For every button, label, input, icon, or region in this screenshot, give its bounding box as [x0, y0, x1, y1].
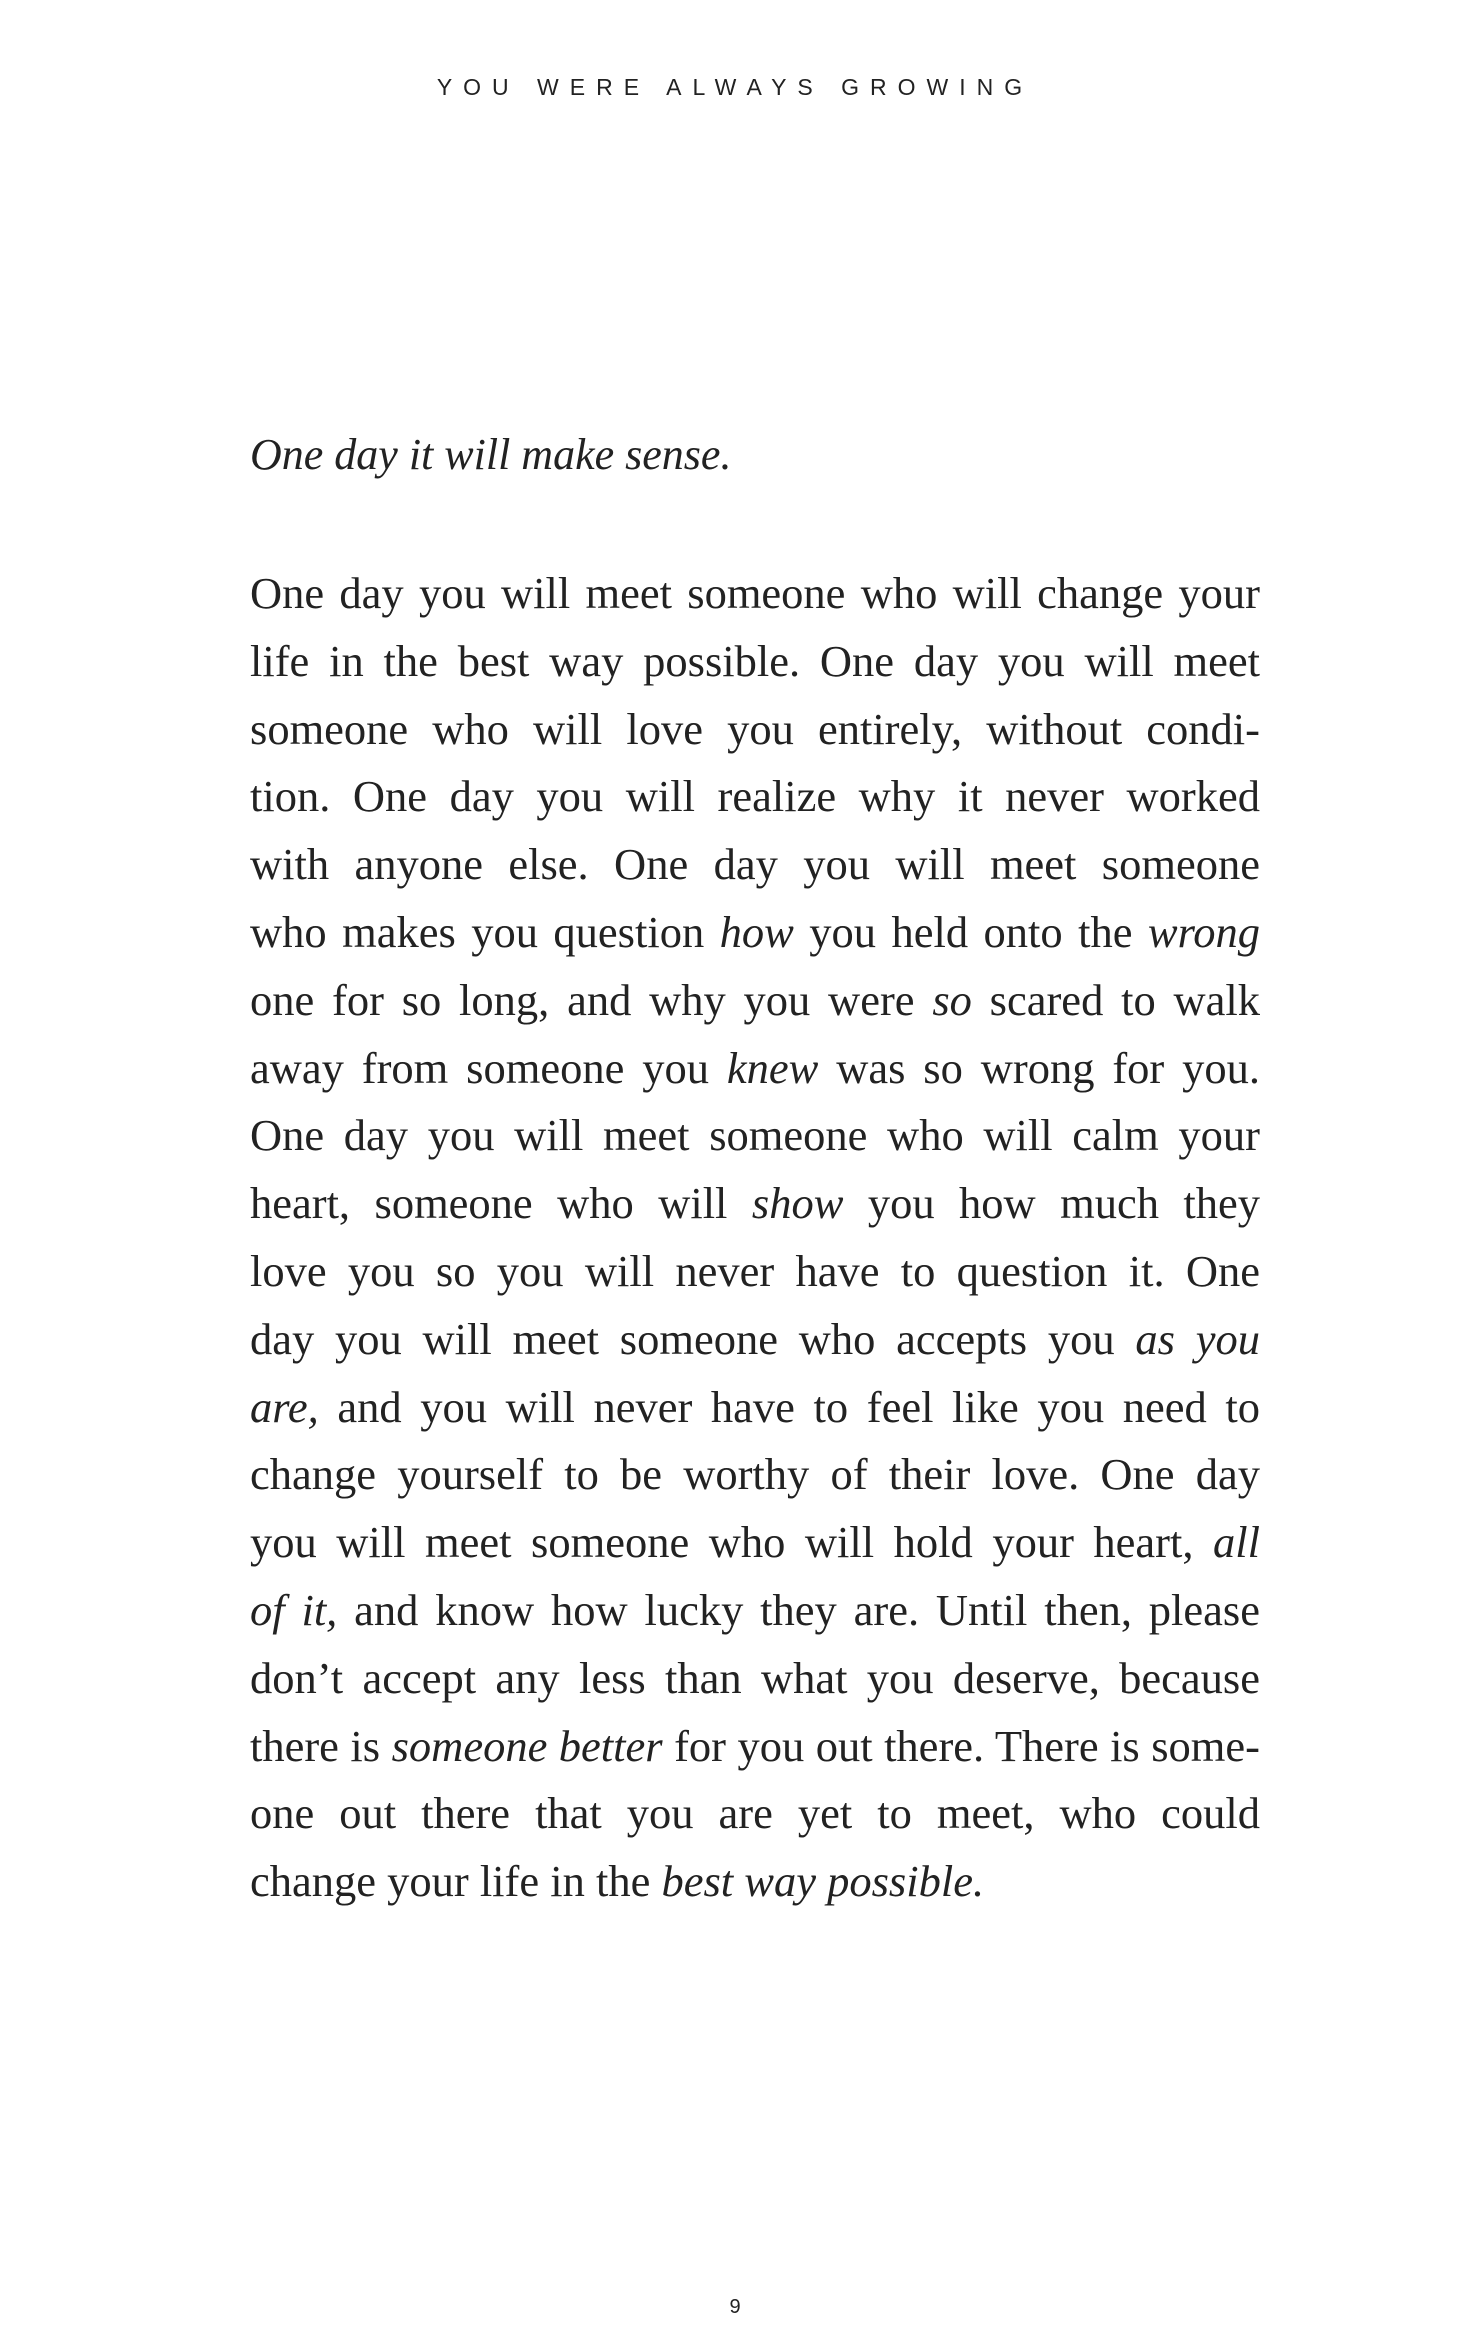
body-line: [250, 1780, 1260, 1848]
body-text-run: was so wrong for you.: [818, 1042, 1260, 1093]
emphasis-text: all: [1213, 1517, 1260, 1568]
emphasis-text: wrong: [1147, 906, 1260, 957]
body-paragraph: [250, 560, 1260, 1916]
body-line: [250, 1441, 1260, 1509]
body-text-run: life in the best way possible. One day you will meet: [250, 635, 1260, 686]
body-line: [250, 831, 1260, 899]
emphasis-text: of it,: [250, 1584, 338, 1635]
emphasis-text: show: [751, 1178, 844, 1229]
body-text-run: heart, someone who will: [250, 1178, 752, 1229]
body-text-run: One day you will meet someone who will calm your: [250, 1110, 1260, 1161]
body-text-run: day you will meet someone who accepts you: [250, 1313, 1136, 1364]
body-text-run: you held onto the: [793, 906, 1148, 957]
body-line: [250, 1713, 1260, 1781]
body-text-run: for you out there. There is some-: [662, 1720, 1260, 1771]
emphasis-text: are,: [250, 1381, 319, 1432]
body-line: [250, 1848, 1260, 1916]
body-text-run: someone who will love you entirely, without condi-: [250, 703, 1260, 754]
body-text-run: away from someone you: [250, 1042, 727, 1093]
body-text-run: and know how lucky they are. Until then, please: [337, 1584, 1260, 1635]
emphasis-text: so: [932, 974, 972, 1025]
body-line: [250, 1306, 1260, 1374]
running-header: YOU WERE ALWAYS GROWING: [436, 74, 1034, 100]
body-text-run: tion. One day you will realize why it never worked: [250, 771, 1260, 822]
body-text-run: scared to walk: [971, 974, 1260, 1025]
body-line: [250, 967, 1260, 1035]
body-text-run: one out there that you are yet to meet, who could: [250, 1788, 1260, 1839]
body-text-run: you will meet someone who will hold your heart,: [250, 1517, 1214, 1568]
body-text-run: and you will never have to feel like you need to: [318, 1381, 1260, 1432]
body-line: [250, 696, 1260, 764]
body-text-run: there is: [250, 1720, 392, 1771]
body-line: [250, 628, 1260, 696]
body-line: [250, 899, 1260, 967]
body-text-run: who makes you question: [250, 906, 720, 957]
body-line: [250, 763, 1260, 831]
body-text-run: with anyone else. One day you will meet someone: [250, 839, 1260, 890]
body-text-run: you how much they: [843, 1178, 1260, 1229]
body-line: [250, 1374, 1260, 1442]
body-line: [250, 1035, 1260, 1103]
body-line: [250, 1170, 1260, 1238]
body-text-run: don’t accept any less than what you deserve, because: [250, 1652, 1260, 1703]
body-text-run: change yourself to be worthy of their love. One day: [250, 1449, 1260, 1500]
body-text-run: change your life in the: [250, 1856, 662, 1907]
body-line: [250, 1509, 1260, 1577]
emphasis-text: knew: [726, 1042, 819, 1093]
body-line: [250, 1102, 1260, 1170]
emphasis-text: someone better: [391, 1720, 663, 1771]
body-line: [250, 1238, 1260, 1306]
body-line: [250, 1577, 1260, 1645]
epigraph: One day it will make sense.: [250, 430, 732, 479]
body-line: [250, 1645, 1260, 1713]
body-text-run: one for so long, and why you were: [250, 974, 933, 1025]
body-line: [250, 560, 1260, 628]
body-text-run: love you so you will never have to question it. One: [250, 1245, 1260, 1296]
page-number: 9: [729, 2296, 741, 2318]
emphasis-text: as you: [1135, 1313, 1260, 1364]
emphasis-text: how: [719, 906, 794, 957]
body-text-run: One day you will meet someone who will change your: [250, 568, 1260, 618]
emphasis-text: best way possible.: [661, 1856, 985, 1907]
